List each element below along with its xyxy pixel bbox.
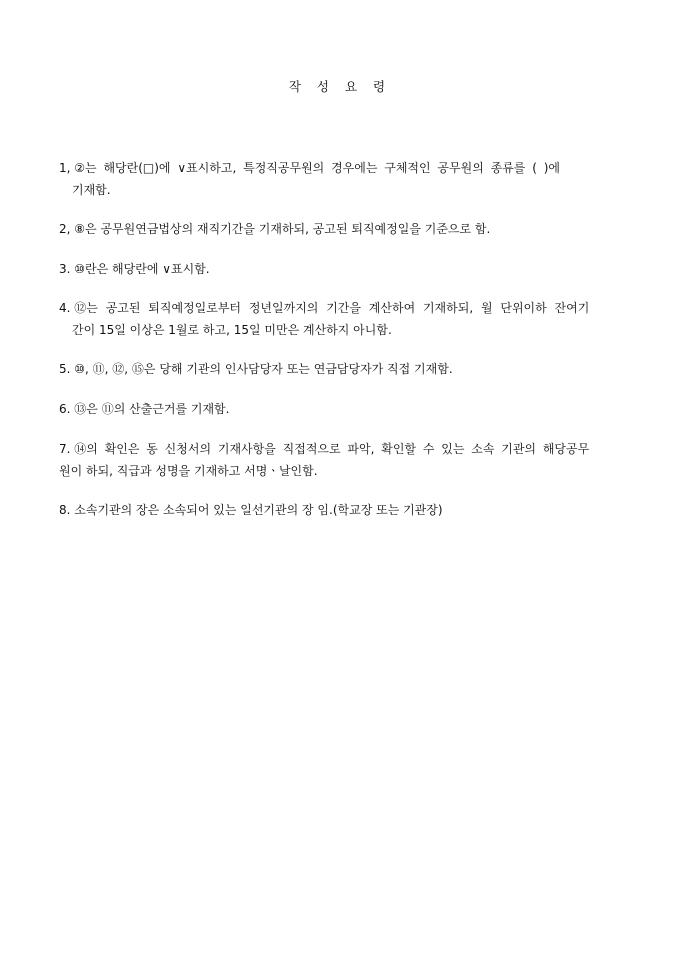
item-text: ⑧은 공무원연금법상의 재직기간을 기재하되, 공고된 퇴직예정일을 기준으로 함. [74,222,491,236]
item-text-continuation: 원이 하되, 직급과 성명을 기재하고 서명ㆍ날인함. [59,464,318,478]
instruction-line [59,398,624,420]
item-number: 2, [59,222,71,236]
item-number: 3. [59,262,71,276]
instruction-line [59,438,624,460]
instruction-line [59,297,624,319]
instruction-item-3 [59,258,624,280]
instruction-line [59,499,624,521]
instruction-item-1 [59,157,624,201]
item-text: ⑬은 ⑪의 산출근거를 기재함. [74,402,230,416]
instruction-line [59,358,624,380]
instruction-item-8 [59,499,624,521]
instruction-line [59,258,624,280]
item-number: 7. [59,442,71,456]
instruction-line [59,157,624,179]
instruction-item-7 [59,438,624,482]
item-text: ⑩, ⑪, ⑫, ⑮은 당해 기관의 인사담당자 또는 연금담당자가 직접 기재함. [74,362,453,376]
instruction-item-5 [59,358,624,380]
item-text: ⑫는 공고된 퇴직예정일로부터 정년일까지의 기간을 계산하여 기재하되, 월 단위이하 잔여기 [74,301,590,315]
instruction-line [59,218,624,240]
instruction-item-2 [59,218,624,240]
instruction-item-6 [59,398,624,420]
instruction-item-4 [59,297,624,341]
item-text-continuation: 간이 15일 이상은 1월로 하고, 15일 미만은 계산하지 아니함. [72,323,392,337]
item-number: 1, [59,161,71,175]
item-number: 6. [59,402,71,416]
document-title: 작 성 요 령 [288,79,392,94]
item-number: 5. [59,362,71,376]
item-text: ②는 해당란(□)에 ∨표시하고, 특정직공무원의 경우에는 구체적인 공무원의 종류를 ( )에 [74,161,560,175]
item-text: ⑩란은 해당란에 ∨표시함. [74,262,210,276]
item-text: 소속기관의 장은 소속되어 있는 일선기관의 장 임.(학교장 또는 기관장) [74,503,443,517]
item-number: 4. [59,301,71,315]
item-text: ⑭의 확인은 동 신청서의 기재사항을 직접적으로 파악, 확인할 수 있는 소속 기관의 해당공무 [74,442,590,456]
item-number: 8. [59,503,71,517]
item-text-continuation: 기재함. [72,183,111,197]
